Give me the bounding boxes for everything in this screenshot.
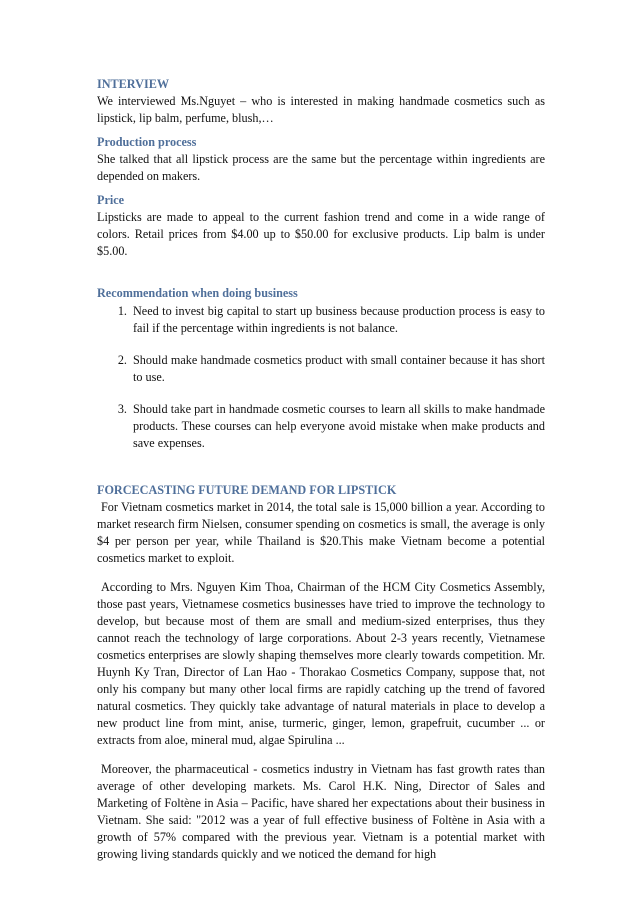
price-section: [97, 192, 545, 260]
production-heading: Production process: [97, 135, 197, 149]
recommendation-list: [97, 303, 545, 452]
recommendation-section: [97, 285, 545, 452]
recommendation-heading: Recommendation when doing business: [97, 286, 298, 300]
list-item: 2. Should make handmade cosmetics product with small container because it has short to use.: [130, 352, 545, 386]
interview-section: [97, 76, 545, 127]
list-item: 3. Should take part in handmade cosmetic courses to learn all skills to make handmade products. These courses can help everyone avoid mistake when make products and save expenses.: [130, 401, 545, 452]
price-text: Lipsticks are made to appeal to the current fashion trend and come in a wide range of colors. Retail prices from $4.00 up to $50.00 for exclusive products. Lip balm is under $5.00.: [97, 210, 545, 258]
price-heading: Price: [97, 193, 125, 207]
spacer: [97, 452, 545, 482]
spacer: [97, 267, 545, 285]
interview-text: We interviewed Ms.Nguyet – who is interested in making handmade cosmetics such as lipstick, lip balm, perfume, blush,…: [97, 94, 545, 125]
forecast-section: [97, 482, 545, 863]
list-item: 1. Need to invest big capital to start up business because production process is easy to fail if the percentage within ingredients is not balance.: [130, 303, 545, 337]
forecast-heading: FORCECASTING FUTURE DEMAND FOR LIPSTICK: [97, 483, 397, 497]
forecast-paragraph-2: According to Mrs. Nguyen Kim Thoa, Chairman of the HCM City Cosmetics Assembly, those past years, Vietnamese cosmetics businesses have tried to improve the technology to develop, but because most of them are small and medium-sized enterprises, thus they cannot reach the technology of large corporations. About 2-3 years recently, Vietnamese cosmetics enterprises are slowly shaping themselves more clearly towards competition. Mr. Huynh Ky Tran, Director of Lan Hao - Thorakao Cosmetics Company, suppose that, not only his company but many other local firms are rapidly catching up the trend of favored natural cosmetics. They quickly take advantage of natural materials in place to develop a new product line from mint, anise, turmeric, ginger, lemon, grapefruit, cucumber ... or extracts from aloe, mineral mud, algae Spirulina ...: [97, 580, 545, 747]
production-section: [97, 134, 545, 185]
forecast-paragraph-3: Moreover, the pharmaceutical - cosmetics industry in Vietnam has fast growth rates than average of other developing markets. Ms. Carol H.K. Ning, Director of Sales and Marketing of Foltène in Asia – Pacific, have shared her expectations about their business in Vietnam. She said: "2012 was a year of full effective business of Foltène in Asia with a growth of 57% compared with the previous year. Vietnam is a potential market with growing living standards quickly and we noticed the demand for high: [97, 762, 545, 861]
forecast-paragraph-1: For Vietnam cosmetics market in 2014, the total sale is 15,000 billion a year. According to market research firm Nielsen, consumer spending on cosmetics is small, the average is only $4 per person per year, while Thailand is $20.This make Vietnam become a potential cosmetics market to exploit.: [97, 500, 545, 565]
document-page: [97, 76, 545, 863]
interview-heading: INTERVIEW: [97, 77, 170, 91]
production-text: She talked that all lipstick process are the same but the percentage within ingredients are depended on makers.: [97, 152, 545, 183]
